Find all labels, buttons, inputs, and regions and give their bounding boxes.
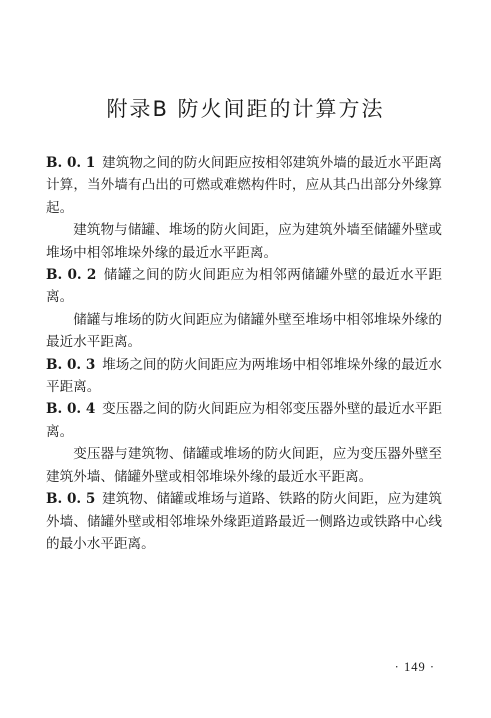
clause-text: 变压器之间的防火间距应为相邻变压器外壁的最近水平距离。 [46,401,442,440]
clause-text: 储罐与堆场的防火间距应为储罐外壁至堆场中相邻堆垛外缘的最近水平距离。 [46,311,442,351]
clause-number: B. 0. 2 [46,267,97,284]
clause-text: 建筑物与储罐、堆场的防火间距，应为建筑外墙至储罐外壁或堆场中相邻堆垛外缘的最近水平距离。 [46,222,442,261]
clause-b05 [46,488,442,555]
clause-b02-paragraph-2 [46,309,442,354]
clause-number: B. 0. 5 [46,491,96,508]
clause-b04-paragraph-2 [46,443,442,488]
clause-text: 储罐之间的防火间距应为相邻两储罐外壁的最近水平距离。 [46,267,442,306]
clause-b02 [46,264,442,309]
clause-text: 堆场之间的防火间距应为两堆场中相邻堆垛外缘的最近水平距离。 [46,356,442,396]
page-number: · 149 · [394,660,435,674]
clause-number: B. 0. 3 [46,356,96,373]
clause-b01 [46,152,442,219]
clause-text: 变压器与建筑物、储罐或堆场的防火间距，应为变压器外壁至建筑外墙、储罐外壁或相邻堆垛外缘的最近水平距离。 [46,446,442,485]
clause-b01-paragraph-2 [46,219,442,264]
clause-text: 建筑物之间的防火间距应按相邻建筑外墙的最近水平距离计算，当外墙有凸出的可燃或难燃构件时，应从其凸出部分外缘算起。 [46,155,442,216]
clause-number: B. 0. 1 [46,155,96,171]
clause-b04 [46,398,442,443]
clause-b03 [46,354,442,399]
document-body [46,152,442,555]
page-title: 附录B 防火间距的计算方法 [106,97,385,121]
clause-number: B. 0. 4 [46,401,96,418]
clause-text: 建筑物、储罐或堆场与道路、铁路的防火间距，应为建筑外墙、储罐外壁或相邻堆垛外缘距道路最近一侧路边或铁路中心线的最小水平距离。 [46,491,442,552]
